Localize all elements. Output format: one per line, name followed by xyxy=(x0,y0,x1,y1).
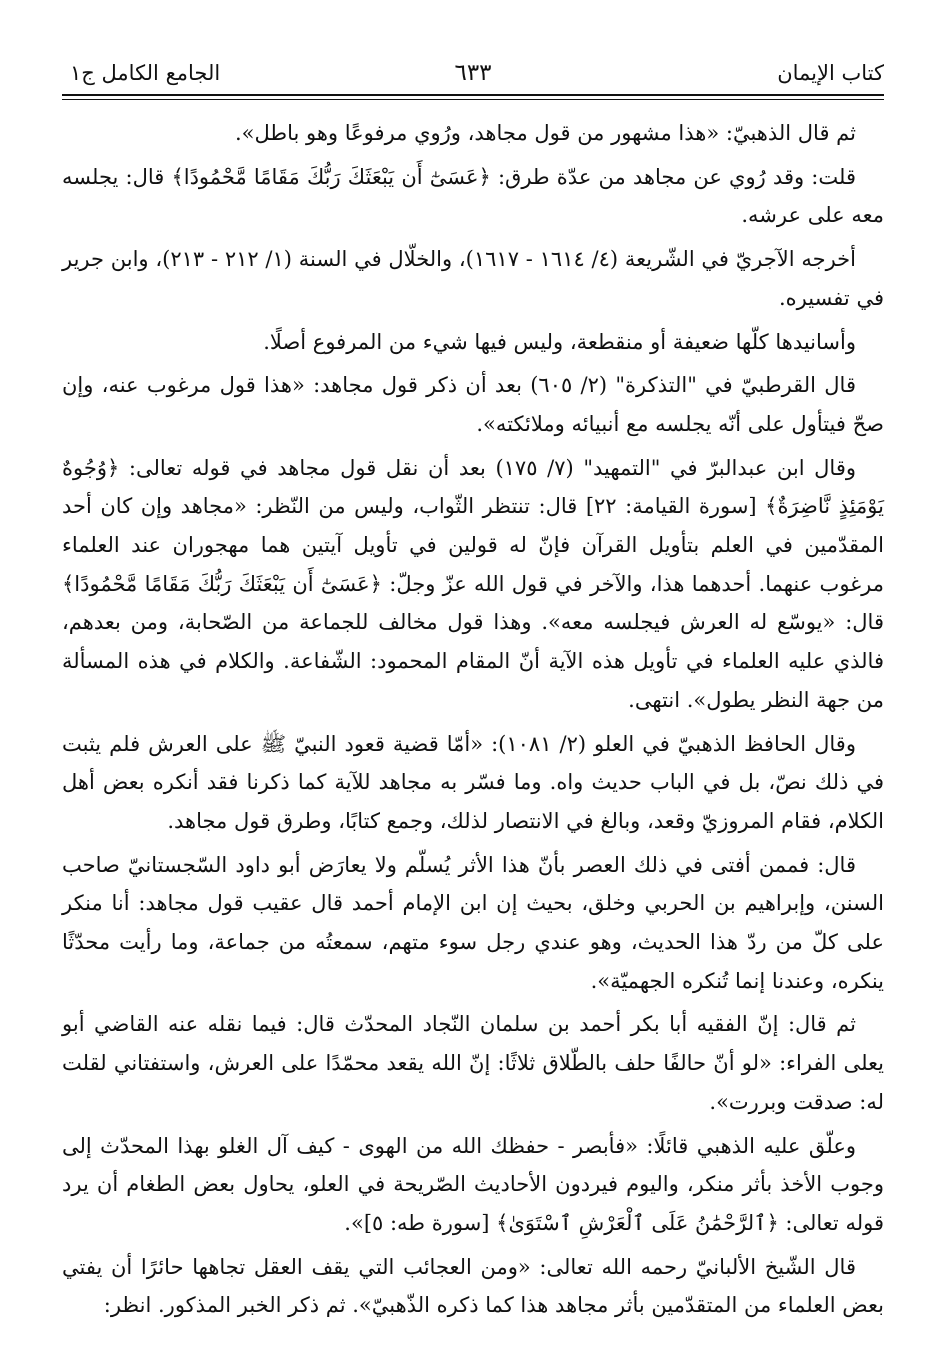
header-rule xyxy=(62,94,884,96)
paragraph: قال الشّيخ الألبانيّ رحمه الله تعالى: «ومن العجائب التي يقف العقل تجاهها حائرًا أن يفتي بعض العلماء من المتقدّمين بأثر مجاهد هذا كما ذكره الذّهبيّ». ثم ذكر الخبر المذكور. انظر: xyxy=(62,1254,884,1318)
paragraph: وعلّق عليه الذهبي قائلًا: «فأبصر - حفظك الله من الهوى - كيف آل الغلو بهذا المحدّث إلى وجوب الأخذ بأثر منكر، واليوم فيردون الأحاديث الصّريحة في العلو، يحاول بعض الطغام أن يرد قوله تعالى: ﴿ٱلرَّحْمَٰنُ عَلَى ٱلْعَرْشِ ٱسْتَوَىٰ﴾ [سورة طه: ٥]». xyxy=(62,1133,884,1235)
paragraph: قال: فممن أفتى في ذلك العصر بأنّ هذا الأثر يُسلّم ولا يعارَض أبو داود السّجستانيّ صاحب السنن، وإبراهيم بن الحربي وخلق، بحيث إن ابن الإمام أحمد قال عقيب قول مجاهد: أنا منكر على كلّ من ردّ هذا الحديث، وهو عندي رجل سوء متهم، سمعتُه من جماعة، وما رأيت محدّثًا ينكره، وعندنا إنما تُنكره الجهميّة». xyxy=(62,852,884,993)
paragraph: ثم قال الذهبيّ: «هذا مشهور من قول مجاهد، ورُوي مرفوعًا وهو باطل». xyxy=(234,121,856,145)
paragraph: قال القرطبيّ في "التذكرة" (٢/ ٦٠٥) بعد أن ذكر قول مجاهد: «هذا قول مرغوب عنه، وإن صحّ فيتأول على أنّه يجلسه مع أنبيائه وملائكته». xyxy=(62,373,884,436)
header-rule-thin xyxy=(62,99,884,100)
page-body xyxy=(62,114,884,1330)
book-title: الجامع الكامل ج١ xyxy=(70,61,221,85)
page-number: ٦٣٣ xyxy=(454,60,492,86)
running-header xyxy=(62,58,884,92)
paragraph: قلت: وقد رُوي عن مجاهد من عدّة طرق: ﴿عَسَىٰٓ أَن يَبْعَثَكَ رَبُّكَ مَقَامًا مَّحْمُودًا﴾ قال: يجلسه معه على عرشه. xyxy=(62,164,884,228)
paragraph: وقال ابن عبدالبرّ في "التمهيد" (٧/ ١٧٥) بعد أن نقل قول مجاهد في قوله تعالى: ﴿وُجُوهٌ يَوْمَئِذٍ نَّاضِرَةٌ﴾ [سورة القيامة: ٢٢] قال: تنتظر الثّواب، وليس من النّظر: «مجاهد وإن كان أحد المقدّمين في العلم بتأويل القرآن فإنّ له قولين في تأويل آيتين هما مهجوران عند العلماء مرغوب عنهما. أحدهما هذا، والآخر في قول الله عزّ وجلّ: ﴿عَسَىٰٓ أَن يَبْعَثَكَ رَبُّكَ مَقَامًا مَّحْمُودًا﴾ قال: «يوسّع له العرش فيجلسه معه». وهذا قول مخالف للجماعة من الصّحابة، ومن بعدهم، فالذي عليه العلماء في تأويل هذه الآية أنّ المقام المحمود: الشّفاعة. والكلام في هذه المسألة من جهة النظر يطول». انتهى. xyxy=(62,455,884,712)
section-title: كتاب الإيمان xyxy=(777,61,884,85)
paragraph: وأسانيدها كلّها ضعيفة أو منقطعة، وليس فيها شيء من المرفوع أصلًا. xyxy=(263,329,856,354)
paragraph: ثم قال: إنّ الفقيه أبا بكر أحمد بن سلمان النّجاد المحدّث قال: فيما نقله عنه القاضي أبو يعلى الفراء: «لو أنّ حالفًا حلف بالطّلاق ثلاثًا: إنّ الله يقعد محمّدًا على العرش، واستفتاني لقلت له: صدقت وبررت». xyxy=(62,1012,884,1114)
paragraph: وقال الحافظ الذهبيّ في العلو (٢/ ١٠٨١): «أمّا قضية قعود النبيّ ﷺ على العرش فلم يثبت في ذلك نصّ، بل في الباب حديث واه. وما فسّر به مجاهد للآية كما ذكرنا فقد أنكره بعض أهل الكلام، فقام المروزيّ وقعد، وبالغ في الانتصار لذلك، وجمع كتابًا، وطرق قول مجاهد. xyxy=(62,731,884,833)
paragraph: أخرجه الآجريّ في الشّريعة (٤/ ١٦١٤ - ١٦١٧)، والخلّال في السنة (١/ ٢١٢ - ٢١٣)، وابن جرير في تفسيره. xyxy=(62,247,884,310)
